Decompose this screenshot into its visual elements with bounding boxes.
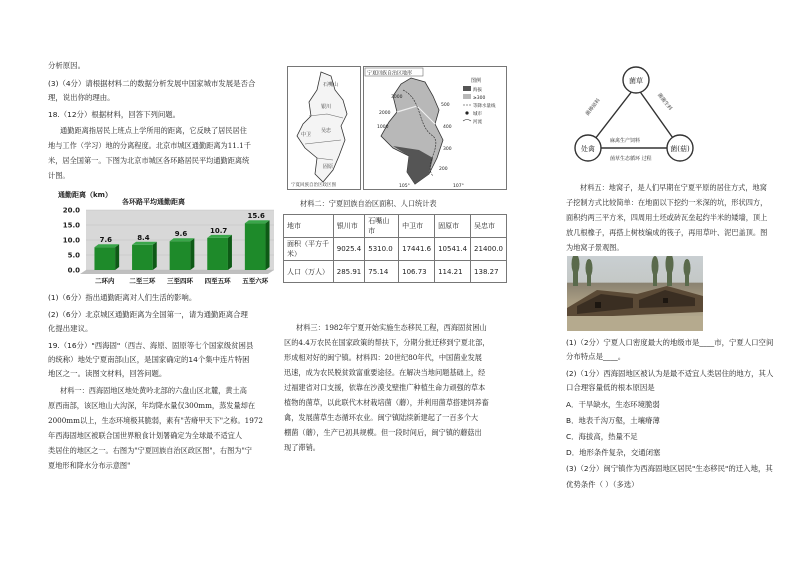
map-title: 宁夏回族自治区政区图 — [291, 183, 336, 188]
question-19-3: (3)（2分）闽宁镇作为西海固地区居民"生态移民"的迁入地，其 — [566, 464, 773, 473]
bar-top — [170, 238, 195, 241]
material-1: 材料一：西海固地区地处黄吟北部的六盘山区北麓，黄土高 — [60, 386, 247, 395]
contour-label: 400 — [443, 125, 452, 130]
text-line: 分析原因。 — [48, 61, 85, 70]
plot-floor — [80, 270, 274, 274]
table-cell: 9025.4 — [333, 238, 365, 261]
option-a: A．干旱缺水，生态环境脆弱 — [566, 400, 660, 409]
bar-top — [245, 220, 270, 223]
table-cell: 285.91 — [333, 261, 365, 283]
node-label: 菌草 — [629, 77, 643, 85]
contour-label: 2000 — [379, 111, 391, 116]
table-cell: 10541.4 — [435, 238, 471, 261]
table-header-row — [284, 215, 507, 238]
text-line: 放几根橡子，再搭上树枝编成的筏子，再用草叶、泥巴盖顶。图 — [566, 228, 768, 237]
node-label: 菌(菇) — [670, 145, 690, 153]
question-19: 19.（16分）"西海固"（西吉、海原、固原等七个国家级贫困县 — [48, 341, 254, 350]
city-label: 吴忠 — [321, 128, 332, 134]
edge-label: 菌草生态循环 过程 — [610, 156, 652, 162]
bar-side — [115, 244, 119, 270]
y-tick-label: 0.0 — [67, 266, 80, 275]
text-line: 为地窝子景观图。 — [566, 243, 624, 252]
table-header: 地市 — [284, 215, 334, 238]
question-18: 18.（12分）根据材料，回答下列问题。 — [48, 110, 181, 119]
data-label: 10.7 — [209, 226, 228, 235]
contour-label: 300 — [443, 147, 452, 152]
text-line: (3)（4分）请根据材料二的数据分析发展中国家城市发展是否合 — [48, 79, 256, 88]
text-line: 米，居全国第一。下图为北京市城区各环路居民平均通勤距离统 — [48, 156, 250, 165]
text-line: 理，说出你的理由。 — [48, 93, 115, 102]
bar-side — [228, 235, 232, 270]
text-line: 原西南部，该区地山大沟深，年均降水量仅300mm，蒸发量却在 — [48, 401, 256, 410]
legend-title: 图例 — [471, 78, 482, 84]
legend-entry: 海拔 — [473, 88, 482, 93]
city-label: 银川 — [321, 104, 332, 110]
bar — [94, 247, 115, 270]
table-cell: 75.14 — [365, 261, 399, 283]
text-line: 植物的菌草，以此联代木材栽培菌（蘑），并利用菌草搭建饲养畜 — [284, 398, 489, 407]
table-header: 银川市 — [333, 215, 365, 238]
option-c: C．海拔高，热量不足 — [566, 432, 638, 441]
y-tick-label: 20.0 — [62, 206, 80, 215]
table-cell: 人口（万人） — [284, 261, 334, 283]
text-line: 子挖制方式比较简单：在地面以下挖约一米深的坑，形状四方， — [566, 198, 768, 207]
category-label: 三至四环 — [167, 277, 193, 284]
bar-side — [190, 238, 194, 270]
table-row — [284, 238, 507, 261]
ningxia-terrain-map — [363, 66, 507, 190]
text-line: 地与工作（学习）地的分离程度。北京市城区通勤距离为11.1千 — [48, 141, 251, 150]
dugout-photo — [567, 256, 703, 331]
question-18-2: (2)（6分）北京城区通勤距离为全国第一，请为通勤距离合理 — [48, 310, 248, 319]
text-line: 类居住的地区之一。右图为"宁夏回族自治区政区图"，右图为"宁 — [48, 446, 252, 455]
legend-swatch — [463, 86, 471, 91]
table-cell: 21400.0 — [471, 238, 507, 261]
node-label: 处禽 — [581, 145, 595, 153]
bar-top — [94, 244, 119, 247]
table-header: 石嘴山市 — [365, 215, 399, 238]
data-label: 8.4 — [137, 233, 150, 242]
text-line: 形成相对好的闽宁镇。材料四：20世纪80年代，中国菌业发展 — [284, 353, 482, 362]
table-cell: 138.27 — [471, 261, 507, 283]
text-line: 现了滞销。 — [284, 443, 320, 452]
text-line: 化提出建议。 — [48, 324, 93, 333]
table-row — [284, 261, 507, 283]
table-header: 中卫市 — [399, 215, 435, 238]
text-line: 区的4.4万农民在国家政策的帮扶下，分期分批迁移到宁夏北部， — [284, 338, 490, 347]
data-label: 9.6 — [174, 230, 188, 239]
data-label: 15.6 — [247, 212, 265, 221]
bar — [245, 223, 266, 270]
contour-label: 3000 — [391, 95, 403, 100]
longitude-label: 105° — [399, 184, 410, 189]
contour-label: 1000 — [377, 125, 389, 130]
bar — [170, 241, 191, 270]
table-caption: 材料二：宁夏回族自治区面积、人口统计表 — [300, 199, 437, 208]
bar-side — [266, 220, 270, 270]
category-label: 五至六环 — [242, 277, 269, 284]
city-label: 中卫 — [301, 132, 312, 138]
contour-label: 200 — [439, 167, 448, 172]
map-title: 宁夏回族自治区地形 — [367, 70, 413, 77]
data-label: 7.6 — [99, 236, 113, 245]
edge-label: 菌棒原料 — [584, 97, 602, 118]
mushroom-cycle-diagram — [566, 64, 706, 178]
table-header: 吴忠市 — [471, 215, 507, 238]
question-19-1: (1)（2分）宁夏人口密度最大的地级市是____市，宁夏人口空间 — [566, 338, 774, 347]
text-line: 禽，发展菌草生态循环农业。闽宁镇陆续新建起了一百多个大 — [284, 413, 479, 422]
y-tick-label: 15.0 — [62, 221, 80, 230]
text-line: 棚菌（蘑），生产已初具规模。但一段时间后，闽宁镇的蘑菇出 — [284, 428, 482, 437]
question-18-1: (1)（6分）指出通勤距离对人们生活的影响。 — [48, 293, 197, 302]
longitude-label: 107° — [453, 184, 464, 189]
text-line: 计图。 — [48, 171, 70, 180]
material-3: 材料三：1982年宁夏开始实施生态移民工程，西海固贫困山 — [296, 323, 487, 332]
legend-entry: 等降水量线 — [473, 104, 496, 109]
text-line: 通勤距离指居民上班点上学所用的距离，它反映了居民居住 — [60, 126, 247, 135]
text-line: 迅速，成为农民脱贫致富重要途径。在解决当地问题基础上，经 — [284, 368, 486, 377]
edge-label: 菌菌生料 — [655, 92, 673, 112]
text-line: 过福建省对口支援，依靠在沙漠戈壁推广种植生命力顽强的草本 — [284, 383, 486, 392]
legend-entry: 城市 — [473, 112, 482, 117]
text-line: 夏地形和降水分布示意图" — [48, 461, 131, 470]
option-d: D．地形条件复杂，交通闭塞 — [566, 448, 661, 457]
option-b: B．地表千沟万壑，土壤瘠薄 — [566, 416, 660, 425]
legend-swatch — [463, 94, 471, 99]
y-tick-label: 5.0 — [67, 251, 80, 260]
table-cell: 17441.6 — [399, 238, 435, 261]
text-line: 地区之一。读图文材料，回答问题。 — [48, 369, 167, 378]
bar — [207, 238, 228, 270]
legend-entry: 河流 — [473, 120, 482, 125]
chart-title: 各环路平均通勤距离 — [122, 198, 185, 206]
legend-entry: ≥300 — [473, 96, 486, 101]
contour-label: 500 — [441, 103, 450, 108]
commute-distance-chart — [52, 188, 276, 284]
question-19-2: (2)（1分）西海固地区被认为是最不适宜人类居住的地方，其人 — [566, 369, 774, 378]
text-line: 年西海固地区被联合国世界粮食计划署确定为全球最不适宜人 — [48, 431, 243, 440]
y-tick-label: 10.0 — [62, 236, 80, 245]
table-cell: 5310.0 — [365, 238, 399, 261]
table-cell: 面积（平方千米） — [284, 238, 334, 261]
city-label: 固原 — [323, 164, 334, 170]
table-cell: 114.21 — [435, 261, 471, 283]
bar — [132, 245, 153, 270]
text-line: 面积约两三平方米，四周用土坯或砖瓦垒起约半米的矮墙，顶上 — [566, 213, 768, 222]
text-line: 2000mm以上，生态环境极其脆弱，素有"苦瘠甲天下"之称。1972 — [48, 416, 263, 425]
category-label: 二至三环 — [129, 277, 156, 284]
bar-top — [207, 235, 232, 238]
category-label: 二环内 — [95, 277, 115, 284]
city-label: 石嘴山 — [323, 82, 339, 88]
population-table — [283, 214, 507, 283]
text-line: 的统称）地处宁夏南部山区，是国家确定的14个集中连片特困 — [48, 355, 250, 364]
table-header: 固原市 — [435, 215, 471, 238]
text-line: 优势条件（ ）（多选） — [566, 480, 639, 489]
bar-side — [153, 242, 157, 270]
category-label: 四至五环 — [204, 277, 231, 284]
table-cell: 106.73 — [399, 261, 435, 283]
bar-top — [132, 242, 157, 245]
text-line: 分布特点是____。 — [566, 352, 626, 361]
edge-label: 麻禽生产饲料 — [610, 138, 641, 144]
ningxia-admin-map — [287, 66, 361, 190]
material-5: 材料五：地窝子，是人们早期在宁夏平原的居住方式，地窝 — [580, 183, 767, 192]
chart-ylabel: 通勤距离（km） — [58, 191, 112, 199]
text-line: 口合理容量低的根本原因是 — [566, 383, 655, 392]
